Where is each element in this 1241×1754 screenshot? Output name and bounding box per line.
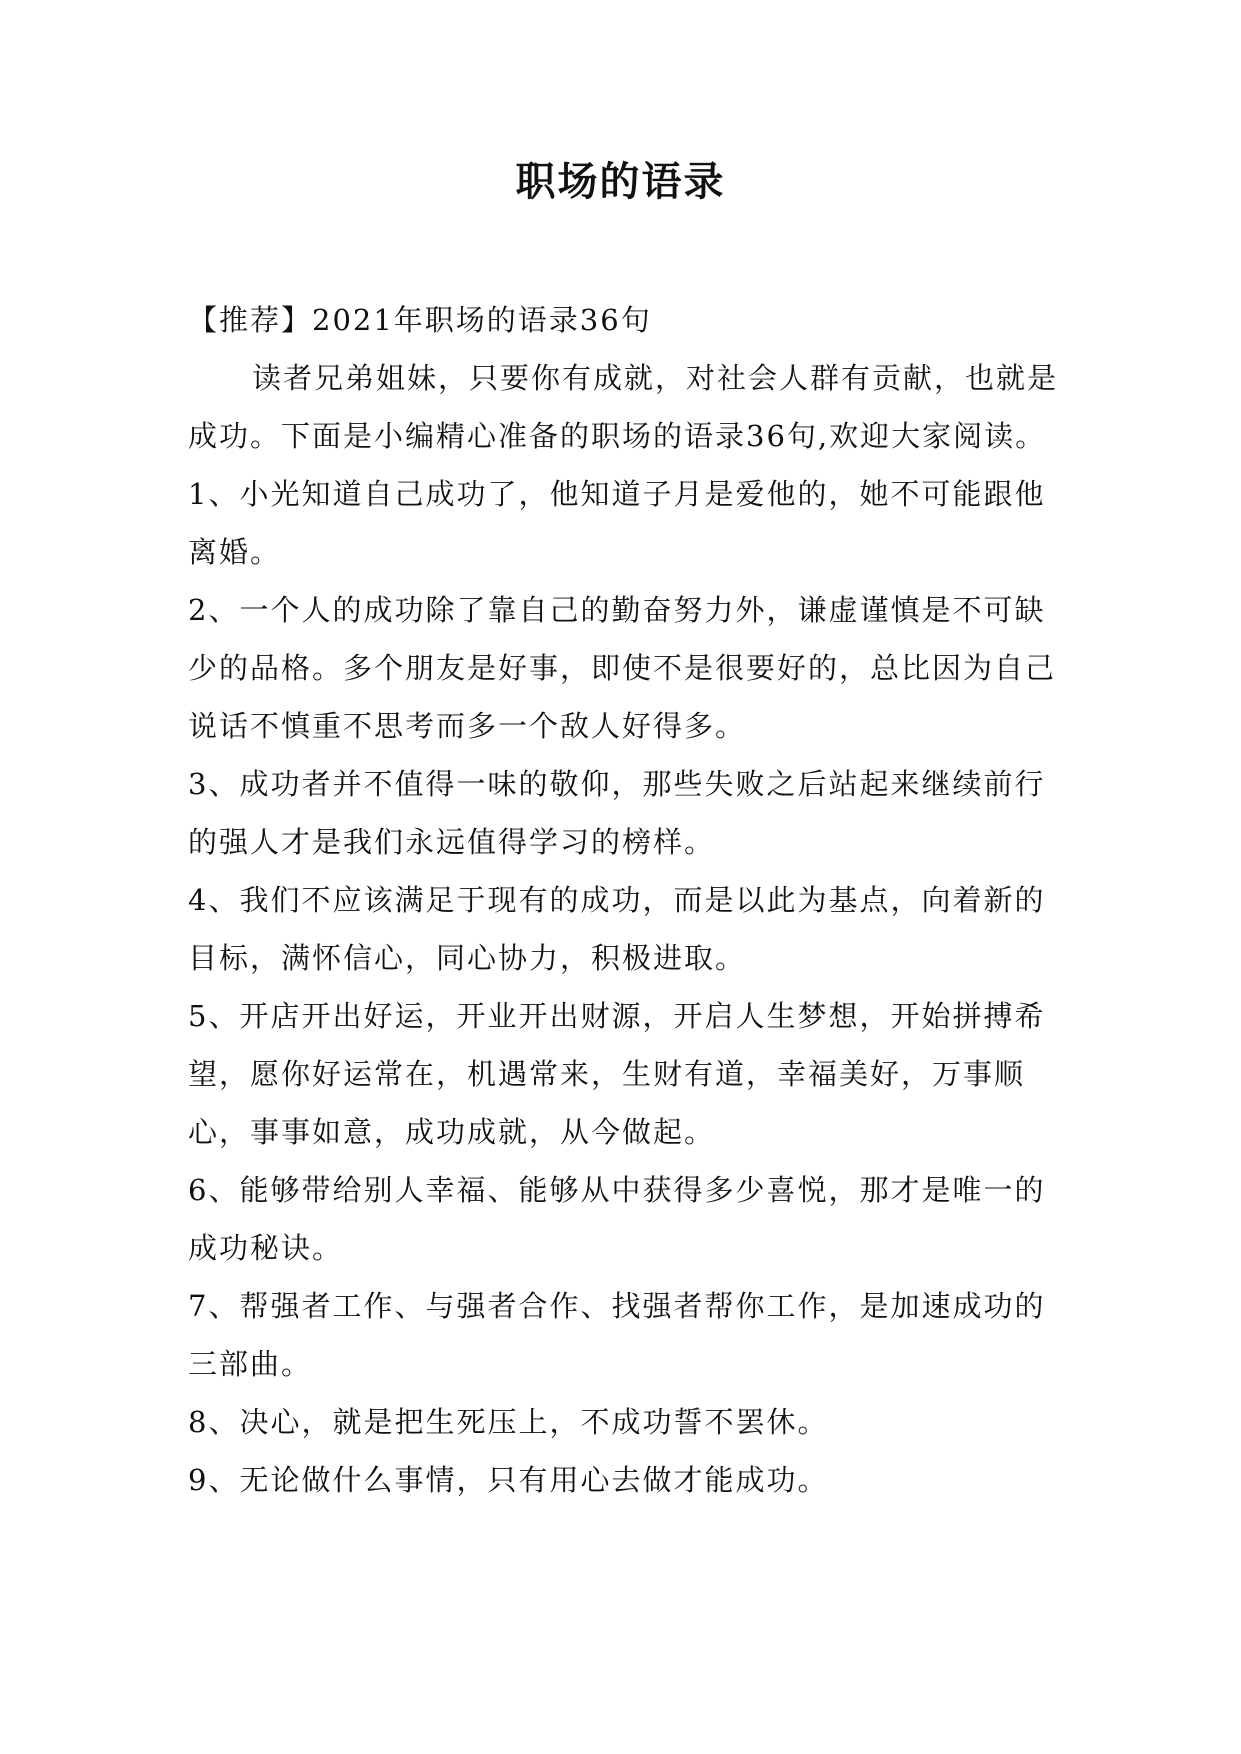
document-subtitle: 【推荐】2021年职场的语录36句	[188, 303, 652, 337]
list-item: 3、成功者并不值得一味的敬仰，那些失败之后站起来继续前行的强人才是我们永远值得学习的榜样。	[188, 767, 1046, 859]
list-item: 1、小光知道自己成功了，他知道子月是爱他的，她不可能跟他离婚。	[188, 477, 1046, 569]
list-item: 4、我们不应该满足于现有的成功，而是以此为基点，向着新的目标，满怀信心，同心协力，积极进取。	[188, 883, 1046, 975]
list-item: 9、无论做什么事情，只有用心去做才能成功。	[188, 1463, 829, 1497]
list-item: 5、开店开出好运，开业开出财源，开启人生梦想，开始拼搏希望，愿你好运常在，机遇常来，生财有道，幸福美好，万事顺心，事事如意，成功成就，从今做起。	[188, 999, 1046, 1149]
intro-paragraph: 读者兄弟姐妹，只要你有成就，对社会人群有贡献，也就是成功。下面是小编精心准备的职场的语录36句,欢迎大家阅读。	[188, 361, 1059, 453]
document-title: 职场的语录	[515, 159, 726, 205]
list-item: 2、一个人的成功除了靠自己的勤奋努力外，谦虚谨慎是不可缺少的品格。多个朋友是好事，即使不是很要好的，总比因为自己说话不慎重不思考而多一个敌人好得多。	[188, 593, 1057, 743]
document-body	[188, 291, 1058, 1509]
list-item: 7、帮强者工作、与强者合作、找强者帮你工作，是加速成功的三部曲。	[188, 1289, 1046, 1381]
list-item: 8、决心，就是把生死压上，不成功誓不罢休。	[188, 1405, 829, 1439]
list-item: 6、能够带给别人幸福、能够从中获得多少喜悦，那才是唯一的成功秘诀。	[188, 1173, 1046, 1265]
